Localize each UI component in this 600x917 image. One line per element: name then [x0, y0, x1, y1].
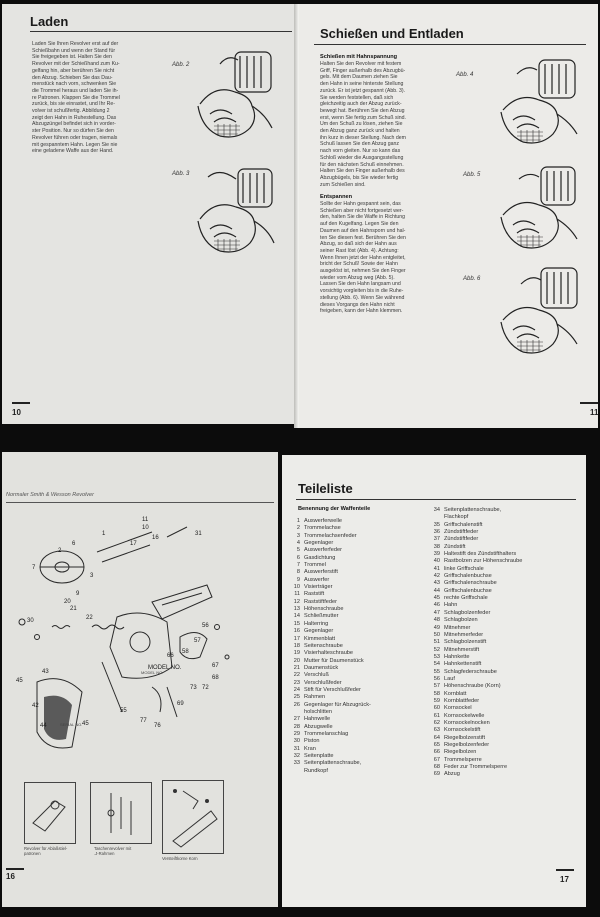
page-number: 16	[6, 872, 15, 881]
svg-text:45: 45	[82, 721, 89, 727]
part-number: 35	[433, 521, 440, 528]
parts-list-item	[424, 647, 584, 654]
part-name: Visierträger	[304, 584, 333, 591]
part-number: 4	[296, 540, 300, 547]
figure-label: Abb. 5	[463, 172, 481, 178]
part-name: Kornsockelwelle	[444, 712, 485, 719]
revolver-part-inset	[25, 783, 75, 843]
part-name: Seitenplattenschraube, Flachkopf	[444, 507, 502, 521]
parts-list-item	[424, 698, 584, 705]
parts-list-item	[284, 665, 434, 672]
title-rule	[30, 31, 292, 32]
section-heading: Benennung der Waffenteile	[298, 506, 371, 512]
part-number: 38	[433, 543, 440, 550]
parts-list-item	[424, 617, 584, 624]
part-name: Hahnkettenstift	[444, 661, 482, 668]
part-name: Kornblatt	[444, 690, 467, 697]
part-name: Griffschalenschraube	[444, 580, 497, 587]
svg-text:58: 58	[182, 649, 189, 655]
part-number: 41	[433, 565, 440, 572]
part-name: Visierhalteschraube	[304, 650, 354, 657]
part-name: Rastbolzen zur Höhenschraube	[444, 558, 523, 565]
svg-text:55: 55	[120, 708, 127, 714]
part-name: Auswerfer	[304, 576, 330, 583]
hand-revolver-illustration	[180, 44, 285, 144]
part-number: 67	[433, 756, 440, 763]
part-name: Schließmutter	[304, 613, 339, 620]
part-number: 51	[433, 639, 440, 646]
parts-list-item	[424, 720, 584, 727]
part-name: Griffschalenbuchse	[444, 587, 492, 594]
part-number: 6	[296, 554, 300, 561]
part-number: 58	[433, 690, 440, 697]
hand-revolver-illustration	[485, 54, 590, 149]
svg-text:45: 45	[16, 678, 23, 684]
svg-text:11: 11	[142, 517, 149, 523]
part-name: Lauf	[444, 675, 455, 682]
parts-list-item	[284, 650, 434, 657]
part-name: Verschluß	[304, 672, 329, 679]
parts-list-item	[284, 606, 434, 613]
svg-text:68: 68	[212, 675, 219, 681]
parts-list-item	[284, 547, 434, 554]
figure-label: Abb. 2	[172, 62, 190, 68]
part-number: 19	[293, 650, 300, 657]
parts-list-item	[284, 694, 434, 701]
part-name: Feder zur Trommelsperre	[444, 764, 508, 771]
svg-text:77: 77	[140, 718, 147, 724]
section-heading: Entspannen	[320, 194, 353, 200]
parts-list-item	[284, 753, 434, 760]
part-name: Abzugwelle	[304, 723, 333, 730]
part-number: 45	[433, 595, 440, 602]
part-number: 54	[433, 661, 440, 668]
page-number-bar	[580, 402, 598, 404]
part-name: Zündstiftfeder	[444, 536, 479, 543]
parts-list-item	[284, 525, 434, 532]
part-number: 53	[433, 653, 440, 660]
serial-number-label: SERIAL NO.	[60, 722, 83, 727]
parts-list-item	[284, 584, 434, 591]
body-text: Sollte der Hahn gespannt sein, das Schießen aber nicht fortgesetzt wer- den, halten Sie die Waffe in Richtung auf den Kugelfang. Legen Sie den Daumen auf den Hahnsporn und hal- ten Sie diesen fest. Berühren Sie den Abzug, so daß sich der Hahn aus seiner Rast löst (Abb. 4). Achtung: Wenn Ihnen jetzt der Hahn entgleitet, bricht der Schuß! Sowie der Hahn ausgelöst ist, nehmen Sie den Finger wieder vom Abzug weg (Abb. 5). Lassen Sie den Hahn langsam und vorsichtig vorgleiten bis in die Ruhe- stellung (Abb. 6). Wenn Sie während dieses Vorgangs den Hahn nicht freigeben, kann der Hahn klemmen.	[320, 201, 406, 315]
part-number: 49	[433, 624, 440, 631]
parts-list-item	[424, 639, 584, 646]
part-name: Griffschalenbuchse	[444, 573, 492, 580]
svg-text:10: 10	[142, 525, 149, 531]
hand-revolver-illustration	[485, 262, 590, 362]
title-rule	[296, 499, 576, 500]
part-number: 21	[293, 664, 300, 671]
part-number: 13	[293, 606, 300, 613]
part-name: Schlagfederschraube	[444, 668, 497, 675]
svg-text:44: 44	[40, 723, 47, 729]
part-name: Griffschalenstift	[444, 521, 483, 528]
part-name: Gegenlager	[304, 540, 334, 547]
parts-list-item	[424, 544, 584, 551]
parts-list-item	[284, 702, 434, 717]
part-name: Raststift	[304, 591, 325, 598]
part-number: 60	[433, 705, 440, 712]
parts-list-item	[424, 529, 584, 536]
page-16	[2, 452, 278, 907]
svg-text:7: 7	[32, 565, 36, 571]
part-name: Gegenlager für Abzugrück- holschlitten	[304, 701, 371, 715]
part-name: Trommelanschlag	[304, 730, 349, 737]
parts-list-item	[424, 602, 584, 609]
page-header: Normaler Smith & Wesson Revolver	[6, 492, 94, 498]
parts-list-item	[284, 643, 434, 650]
part-number: 37	[433, 536, 440, 543]
body-text: Halten Sie den Revolver mit festem Griff, Finger außerhalb des Abzugbü- gels. Mit dem Daumen ziehen Sie den Hahn in seine hinterste Stellung zurück. Er ist jetzt gespannt (Abb. 3). Sie werden feststellen, daß sich gleichzeitig auch der Abzug zurück- bewegt hat. Berühren Sie den Abzug erst, wenn Sie fertig zum Schuß sind. Um den Schuß zu lösen, ziehen Sie den Abzug ganz zurück und halten ihn kurz in dieser Stellung. Nach dem Schuß lassen Sie den Abzug ganz nach vorn gleiten. Nur so kann das Schloß wieder die Ausgangsstellung für den nächsten Schuß einnehmen. Halten Sie den Finger außerhalb des Abzugbügels, bis Sie wieder fertig zum Schießen sind.	[320, 61, 406, 188]
part-number: 8	[296, 569, 300, 576]
svg-text:3: 3	[90, 573, 94, 579]
parts-list-item	[424, 573, 584, 580]
part-number: 15	[293, 620, 300, 627]
page-title: Schießen und Entladen	[320, 26, 464, 41]
part-number: 10	[293, 584, 300, 591]
part-name: Mitnehmerfeder	[444, 631, 484, 638]
parts-list-item	[284, 746, 434, 753]
parts-list-item	[424, 749, 584, 756]
inset-caption: Versteiftkorne Korn	[162, 856, 198, 861]
parts-list-item	[424, 625, 584, 632]
parts-list-item	[424, 610, 584, 617]
part-name: Kimmenblatt	[304, 635, 336, 642]
part-number: 24	[293, 686, 300, 693]
part-name: Piston	[304, 738, 320, 745]
part-number: 26	[293, 701, 300, 708]
svg-text:72: 72	[202, 685, 209, 691]
svg-text:30: 30	[27, 618, 34, 624]
part-number: 28	[293, 723, 300, 730]
svg-text:42: 42	[32, 703, 39, 709]
inset-box-c	[162, 780, 224, 854]
part-number: 29	[293, 730, 300, 737]
figure-label: Abb. 6	[463, 276, 481, 282]
revolver-part-inset	[163, 781, 223, 853]
part-number: 63	[433, 727, 440, 734]
svg-text:73: 73	[190, 685, 197, 691]
part-name: Trommel	[304, 562, 326, 569]
svg-text:43: 43	[42, 669, 49, 675]
parts-list-item	[284, 731, 434, 738]
svg-text:22: 22	[86, 615, 93, 621]
parts-list-item	[424, 727, 584, 734]
svg-text:57: 57	[194, 638, 201, 644]
part-name: Seitenschraube	[304, 642, 343, 649]
parts-list-item	[424, 757, 584, 764]
parts-list-item	[284, 599, 434, 606]
parts-list-item	[284, 562, 434, 569]
part-name: Schlagbolzen	[444, 617, 478, 624]
svg-text:31: 31	[195, 531, 202, 537]
parts-list-item	[284, 628, 434, 635]
parts-list-item	[424, 661, 584, 668]
svg-text:21: 21	[70, 606, 77, 612]
part-name: Daumenstück	[304, 664, 339, 671]
model-number-label: MODEL NO.	[141, 670, 164, 675]
part-name: Trommelachsenfeder	[304, 532, 357, 539]
hand-revolver-illustration	[485, 159, 590, 254]
part-number: 55	[433, 668, 440, 675]
parts-list-item	[284, 591, 434, 598]
body-text: Laden Sie Ihren Revolver erst auf der Schießbahn und wenn der Stand für Sie freigegeben ist. Halten Sie den Revolver mit der Schießhand zum Ku- gelfang hin, aber berühren Sie nicht den Abzug. Schieben Sie das Dau- menstück nach vorn, schwenken Sie die Trommel heraus und laden Sie ih- re Patronen. Klappen Sie die Trommel zurück, bis sie einrastet, und Ihr Re- volver ist schußfertig. Abbildung 2 zeigt den Hahn in Ruhestellung. Das Abzugzüngel befindet sich in vorder- ster Position. Nur so dürfen Sie den Revolver führen oder tragen, niemals mit gespanntem Hahn. Legen Sie nie eine geladene Waffe aus der Hand.	[32, 41, 120, 155]
svg-text:9: 9	[76, 591, 80, 597]
inset-caption: Taschenrevolver mit .J-Rahmen	[94, 846, 132, 856]
svg-text:56: 56	[202, 623, 209, 629]
part-name: Höhenschraube (Korn)	[444, 683, 501, 690]
svg-text:1: 1	[102, 531, 106, 537]
part-number: 20	[293, 657, 300, 664]
part-number: 43	[433, 580, 440, 587]
part-name: Verschlußfeder	[304, 679, 342, 686]
part-number: 47	[433, 609, 440, 616]
part-number: 69	[433, 771, 440, 778]
parts-list-item	[284, 687, 434, 694]
part-name: Haltestift des Zündstifthalters	[444, 551, 517, 558]
svg-text:67: 67	[212, 663, 219, 669]
parts-list-item	[424, 713, 584, 720]
part-name: Trommelsperre	[444, 756, 482, 763]
part-name: Gasdichtung	[304, 554, 336, 561]
part-number: 12	[293, 598, 300, 605]
figure-label: Abb. 3	[172, 171, 190, 177]
part-number: 7	[296, 562, 300, 569]
parts-list-item	[424, 742, 584, 749]
part-number: 61	[433, 712, 440, 719]
part-number: 1	[296, 518, 300, 524]
parts-list-item	[284, 533, 434, 540]
parts-list-item	[284, 658, 434, 665]
page-title: Teileliste	[298, 481, 353, 496]
part-number: 46	[433, 602, 440, 609]
part-number: 48	[433, 617, 440, 624]
page-number: 11	[590, 408, 598, 417]
part-number: 30	[293, 738, 300, 745]
part-name: Zündstiftfeder	[444, 529, 479, 536]
part-name: Kornsockel	[444, 705, 472, 712]
parts-list-item	[424, 683, 584, 690]
part-number: 34	[433, 507, 440, 513]
part-number: 25	[293, 694, 300, 701]
part-number: 64	[433, 734, 440, 741]
svg-text:76: 76	[154, 723, 161, 729]
part-number: 39	[433, 551, 440, 558]
page-number: 10	[12, 408, 21, 417]
part-number: 14	[293, 613, 300, 620]
section-heading: Schießen mit Hahnspannung	[320, 54, 398, 60]
parts-list-item	[284, 636, 434, 643]
part-name: Trommelachse	[304, 525, 341, 532]
part-number: 66	[433, 749, 440, 756]
part-name: Zündstift	[444, 543, 466, 550]
part-number: 16	[293, 628, 300, 635]
part-number: 2	[296, 525, 300, 532]
part-name: Abzug	[444, 771, 460, 778]
part-name: Rahmen	[304, 694, 326, 701]
part-name: Kornblattfeder	[444, 697, 480, 704]
part-name: Kornsockelnocken	[444, 719, 490, 726]
parts-list-item	[424, 654, 584, 661]
part-number: 56	[433, 675, 440, 682]
part-name: Halterring	[304, 620, 329, 627]
page-number-bar	[556, 869, 574, 871]
inset-caption: Revolver für Ablaßstiel- patronen	[24, 846, 68, 856]
parts-list-item	[284, 613, 434, 620]
page-number-bar	[12, 402, 30, 404]
svg-text:20: 20	[64, 599, 71, 605]
revolver-part-inset	[91, 783, 151, 843]
part-name: linke Griffschale	[444, 565, 484, 572]
parts-list-item	[284, 672, 434, 679]
header-rule	[6, 502, 274, 503]
part-name: Auswerferstift	[304, 569, 338, 576]
parts-list-item	[424, 764, 584, 771]
part-number: 40	[433, 558, 440, 565]
part-number: 59	[433, 697, 440, 704]
part-name: Hahn	[444, 602, 458, 609]
part-name: Hahnwelle	[304, 716, 331, 723]
part-name: Schlagbolzenfeder	[444, 609, 491, 616]
title-rule	[314, 44, 586, 45]
part-name: Seitenplattenschraube, Rundkopf	[304, 760, 362, 774]
figure-label: Abb. 4	[456, 72, 474, 78]
part-number: 42	[433, 573, 440, 580]
page-11	[300, 4, 598, 428]
part-name: Gegenlager	[304, 628, 334, 635]
part-name: Kran	[304, 745, 316, 752]
svg-text:2: 2	[58, 548, 62, 554]
part-name: Hahnkette	[444, 653, 470, 660]
svg-text:MODEL NO.: MODEL NO.	[148, 665, 182, 671]
part-number: 57	[433, 683, 440, 690]
svg-text:16: 16	[152, 535, 159, 541]
parts-list-item	[284, 724, 434, 731]
page-number-bar	[6, 868, 24, 870]
page-title: Laden	[30, 14, 69, 29]
parts-list-item	[424, 558, 584, 565]
svg-text:69: 69	[177, 701, 184, 707]
page-number: 17	[560, 875, 569, 884]
part-name: Riegelbolzen	[444, 749, 477, 756]
part-name: Seitenplatte	[304, 753, 334, 759]
part-name: Stift für Verschlußfeder	[304, 686, 361, 693]
hand-revolver-illustration	[180, 159, 285, 259]
svg-text:6: 6	[72, 541, 76, 547]
part-number: 27	[293, 716, 300, 723]
part-number: 32	[293, 753, 300, 759]
parts-list-item	[284, 760, 434, 775]
parts-list-item	[424, 735, 584, 742]
parts-list-item	[424, 580, 584, 587]
parts-list-item	[424, 588, 584, 595]
parts-list-item	[284, 540, 434, 547]
part-number: 23	[293, 679, 300, 686]
part-number: 36	[433, 529, 440, 536]
part-number: 65	[433, 742, 440, 748]
part-name: Riegelbolzenfeder	[444, 742, 490, 748]
parts-list-item	[424, 536, 584, 543]
parts-list-item	[424, 771, 584, 778]
parts-list-item	[284, 577, 434, 584]
parts-list-item	[284, 680, 434, 687]
parts-list-item	[424, 507, 584, 522]
parts-list-left	[284, 518, 434, 775]
parts-list-right	[424, 507, 584, 779]
parts-list-item	[424, 522, 584, 529]
part-name: Höhenschraube	[304, 606, 344, 613]
parts-list-item	[284, 569, 434, 576]
part-number: 33	[293, 760, 300, 767]
parts-list-item	[424, 676, 584, 683]
part-number: 68	[433, 764, 440, 771]
exploded-revolver-diagram	[2, 507, 278, 757]
parts-list-item	[424, 669, 584, 676]
parts-list-item	[284, 716, 434, 723]
part-number: 9	[296, 576, 300, 583]
part-number: 62	[433, 719, 440, 726]
part-number: 50	[433, 631, 440, 638]
svg-text:17: 17	[130, 541, 137, 547]
part-name: Mitnehmer	[444, 624, 471, 631]
part-number: 3	[296, 532, 300, 539]
part-name: Kornsockelstift	[444, 727, 481, 734]
part-name: Auswerferwelle	[304, 518, 342, 524]
parts-list-item	[424, 632, 584, 639]
part-number: 22	[293, 672, 300, 679]
part-number: 18	[293, 642, 300, 649]
inset-box-b	[90, 782, 152, 844]
parts-list-item	[284, 555, 434, 562]
parts-list-item	[284, 621, 434, 628]
part-name: Auswerferfeder	[304, 547, 342, 554]
part-name: Raststiftfeder	[304, 598, 337, 605]
part-number: 11	[294, 591, 300, 598]
part-name: Schlagbolzenstift	[444, 639, 487, 646]
part-name: Mutter für Daumenstück	[304, 657, 364, 664]
part-name: Mitnehmerstift	[444, 646, 480, 653]
parts-list-item	[424, 691, 584, 698]
parts-list-item	[284, 518, 434, 525]
parts-list-item	[424, 566, 584, 573]
part-number: 17	[293, 635, 300, 642]
svg-text:66: 66	[167, 653, 174, 659]
parts-list-item	[284, 738, 434, 745]
part-number: 5	[296, 547, 300, 554]
part-number: 52	[433, 646, 440, 653]
part-number: 44	[433, 587, 440, 594]
parts-list-item	[424, 551, 584, 558]
inset-box-a	[24, 782, 76, 844]
part-name: Riegelbolzenstift	[444, 734, 486, 741]
page-17	[282, 455, 586, 907]
part-number: 31	[293, 745, 300, 752]
parts-list-item	[424, 705, 584, 712]
part-name: rechte Griffschale	[444, 595, 488, 602]
parts-list-item	[424, 595, 584, 602]
page-10	[2, 4, 298, 424]
